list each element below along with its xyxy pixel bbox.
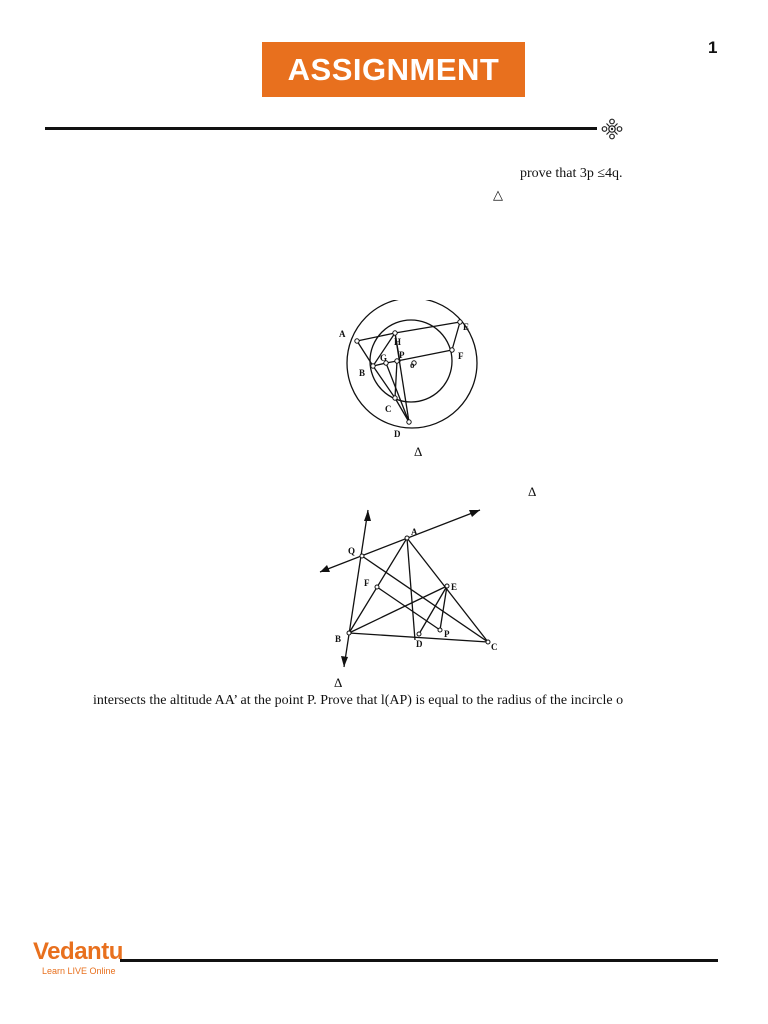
figure1-caption: Δ [414, 444, 423, 459]
bottom-divider [120, 959, 718, 962]
assignment-badge [262, 42, 525, 97]
fig2-label-p: P [444, 629, 450, 639]
figure2-caption: Δ [334, 675, 343, 690]
fig1-label-b: B [359, 368, 366, 378]
fig2-label-q: Q [348, 546, 356, 556]
fig1-label-g: G [380, 353, 388, 363]
logo-wordmark: Vedantu [33, 938, 123, 965]
figure-concentric-circles [330, 300, 490, 445]
triangle-symbol-1: △ [493, 187, 503, 202]
fig1-label-e: E [463, 322, 470, 332]
fig2-label-b: B [335, 634, 342, 644]
fig1-label-p: P [399, 350, 405, 360]
top-divider [45, 127, 597, 130]
fig2-label-a: A [411, 527, 418, 537]
fig2-label-d: D [416, 639, 423, 649]
fig1-label-f: F [458, 351, 464, 361]
fig2-label-c: C [491, 642, 498, 652]
fig2-label-f: F [364, 578, 370, 588]
vedantu-logo [33, 940, 123, 976]
fig1-label-h: H [394, 337, 402, 347]
fig1-label-c: C [385, 404, 392, 414]
fig1-label-a: A [339, 329, 346, 339]
figure-triangle [310, 502, 510, 672]
fig1-label-o: o [410, 360, 415, 370]
text-line-inequality: prove that 3p ≤4q. [520, 166, 623, 181]
assignment-title: ASSIGNMENT [287, 51, 500, 87]
fig1-label-d: D [394, 429, 401, 439]
logo-tagline: Learn LIVE Online [42, 966, 116, 976]
text-line-incircle: intersects the altitude AA’ at the point P. Prove that l(AP) is equal to the radius of the incircle o [93, 693, 624, 708]
ornament-icon [600, 117, 624, 141]
page-number: 1 [708, 38, 718, 57]
fig2-label-e: E [451, 582, 458, 592]
triangle-symbol-2: Δ [528, 484, 537, 499]
